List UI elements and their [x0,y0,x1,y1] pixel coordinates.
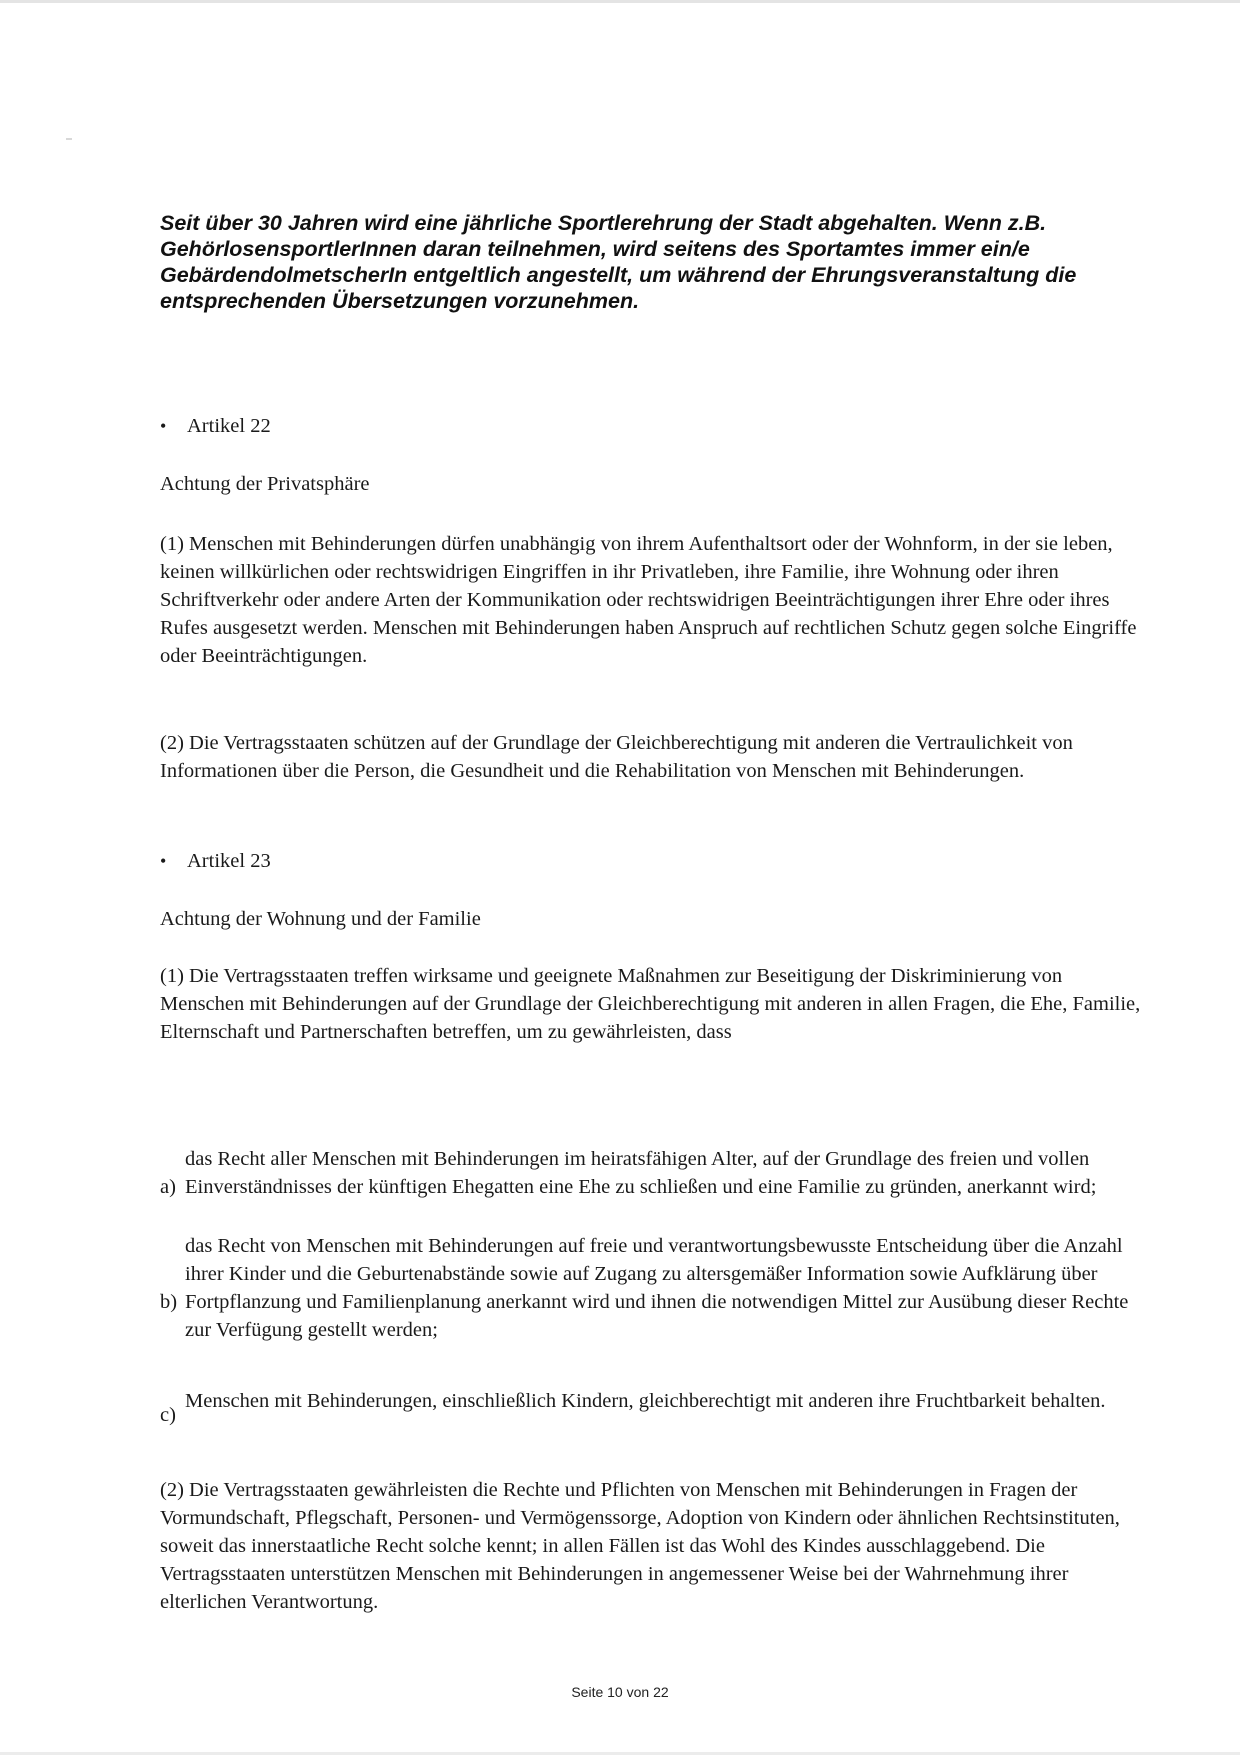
bullet-icon: • [160,416,167,436]
page-number: Seite 10 von 22 [571,1684,669,1700]
list-item-text: das Recht von Menschen mit Behinderungen auf freie und verantwortungsbewusste Entscheidung über die Anzahl ihrer Kinder und die Geburtenabstände sowie auf Zugang zu altersgemäßer Information sowie Aufklärung über Fortpflanzung und Familienplanung anerkannt wird und ihnen die notwendigen Mittel zur Ausübung dieser Rechte zur Verfügung gestellt werden; [185,1235,1129,1341]
bullet-icon: • [160,851,167,871]
article-23-para-2: (2) Die Vertragsstaaten gewährleisten die Rechte und Pflichten von Menschen mit Behinderungen in Fragen der Vormundschaft, Pflegschaft, Personen- und Vermögenssorge, Adoption von Kindern oder ähnlichen Rechtsinstituten, soweit das innerstaatliche Recht solche kennt; in allen Fällen ist das Wohl des Kindes ausschlaggebend. Die Vertragsstaaten unterstützen Menschen mit Behinderungen in angemessener Weise bei der Wahrnehmung ihrer elterlichen Verantwortung. [160,1479,1120,1613]
list-item-text: das Recht aller Menschen mit Behinderungen im heiratsfähigen Alter, auf der Grundlage des freien und vollen Einverständnisses der künftigen Ehegatten eine Ehe zu schließen und eine Familie zu gründen, anerkannt wird; [185,1148,1097,1198]
article-22-heading [160,412,271,440]
list-item-text: Menschen mit Behinderungen, einschließlich Kindern, gleichberechtigt mit anderen ihre Fruchtbarkeit behalten. [185,1390,1106,1412]
article-23-heading [160,847,271,875]
article-23-label: Artikel 23 [187,850,271,872]
intro-paragraph [160,210,1150,314]
scan-mark [66,138,72,140]
article-23-title: Achtung der Wohnung und der Familie [160,908,481,930]
article-23-para-1: (1) Die Vertragsstaaten treffen wirksame und geeignete Maßnahmen zur Beseitigung der Diskriminierung von Menschen mit Behinderungen auf der Grundlage der Gleichberechtigung mit anderen in allen Fragen, die Ehe, Familie, Elternschaft und Partnerschaften betreffen, um zu gewährleisten, dass [160,965,1141,1043]
list-marker: a) [160,1176,176,1198]
article-22-para-1: (1) Menschen mit Behinderungen dürfen unabhängig von ihrem Aufenthaltsort oder der Wohnform, in der sie leben, keinen willkürlichen oder rechtswidrigen Eingriffen in ihr Privatleben, ihre Familie, ihre Wohnung oder ihren Schriftverkehr oder andere Arten der Kommunikation oder rechtswidrigen Beeinträchtigungen ihrer Ehre oder ihres Rufes ausgesetzt werden. Menschen mit Behinderungen haben Anspruch auf rechtlichen Schutz gegen solche Eingriffe oder Beeinträchtigungen. [160,533,1137,667]
article-22-label: Artikel 22 [187,415,271,437]
article-22-title: Achtung der Privatsphäre [160,473,370,495]
list-marker: c) [160,1404,176,1426]
article-22-para-2: (2) Die Vertragsstaaten schützen auf der Grundlage der Gleichberechtigung mit anderen die Vertraulichkeit von Informationen über die Person, die Gesundheit und die Rehabilitation von Menschen mit Behinderungen. [160,732,1073,782]
list-marker: b) [160,1291,178,1313]
scan-edge-top [0,0,1240,3]
intro-text: Seit über 30 Jahren wird eine jährliche Sportlerehrung der Stadt abgehalten. Wenn z.B. GehörlosensportlerInnen daran teilnehmen, wird seitens des Sportamtes immer ein/e GebärdendolmetscherIn entgeltlich angestellt, um während der Ehrungsveranstaltung die entsprechenden Übersetzungen vorzunehmen. [160,211,1077,313]
